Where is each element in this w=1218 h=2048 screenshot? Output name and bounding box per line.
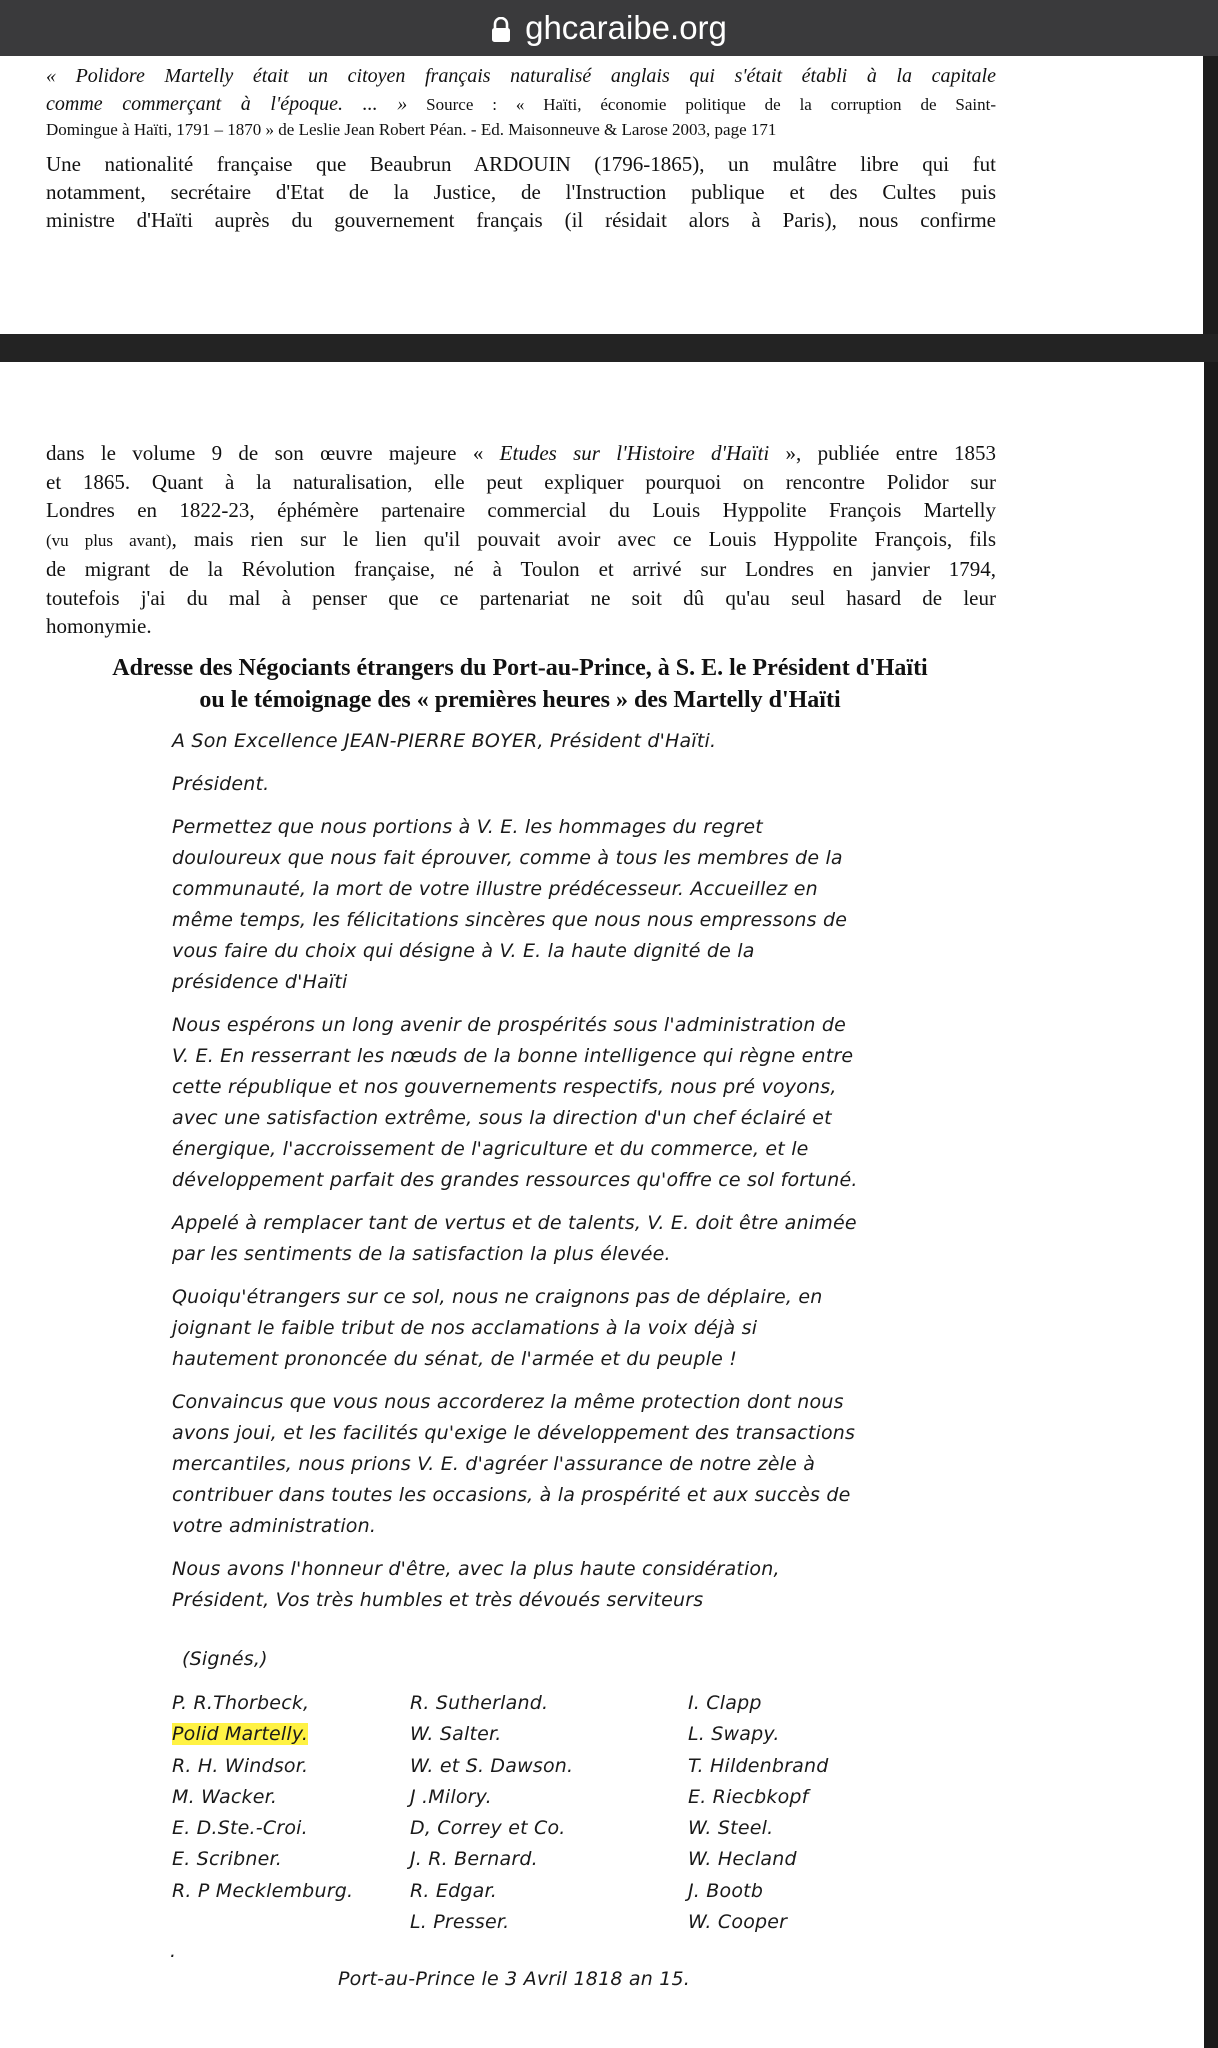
signatories-column	[688, 1688, 928, 1938]
letter-line: mercantiles, nous prions V. E. d'agréer l'assurance de notre zèle à	[172, 1453, 816, 1475]
paragraph-line: toutefois j'ai du mal à penser que ce partenariat ne soit dû qu'au seul hasard de leur	[46, 585, 996, 610]
letter-line: Président, Vos très humbles et très dévoués serviteurs	[172, 1589, 704, 1611]
signatory-name: J .Milory.	[410, 1785, 492, 1808]
letter-line: Nous avons l'honneur d'être, avec la plus haute considération,	[172, 1558, 780, 1580]
signatory-name: W. Steel.	[688, 1817, 774, 1840]
letter-salutation: A Son Excellence JEAN-PIERRE BOYER, Président d'Haïti.	[172, 730, 717, 752]
letter-paragraph	[172, 1208, 932, 1270]
signatory-name: E. Riecbkopf	[688, 1785, 809, 1808]
paragraph-line: ministre d'Haïti auprès du gouvernement français (il résidait alors à Paris), nous confirme	[46, 208, 996, 232]
page-separator	[0, 334, 1218, 362]
letter-line: joignant le faible tribut de nos acclamations à la voix déjà si	[172, 1317, 758, 1339]
letter-line: avec une satisfaction extrême, sous la direction d'un chef éclairé et	[172, 1107, 832, 1129]
letter-line: Appelé à remplacer tant de vertus et de talents, V. E. doit être animée	[172, 1212, 857, 1234]
paragraph-line: Londres en 1822-23, éphémère partenaire commercial du Louis Hyppolite François Martelly	[46, 498, 996, 522]
letter-line: développement parfait des grandes ressources qu'offre ce sol fortuné.	[172, 1169, 858, 1191]
letter-line: douloureux que nous fait éprouver, comme à tous les membres de la	[172, 847, 843, 869]
signatories-column	[172, 1688, 392, 1907]
signatory-name: W. Cooper	[688, 1911, 788, 1934]
letter-line: par les sentiments de la satisfaction la plus élevée.	[172, 1243, 671, 1265]
stray-dot: .	[170, 1940, 177, 1962]
signatory-name: R. P Mecklemburg.	[172, 1879, 354, 1902]
signatory-name: W. Salter.	[410, 1723, 502, 1746]
letter-closing	[172, 1554, 932, 1616]
signatory-name: R. H. Windsor.	[172, 1754, 309, 1777]
signed-label: (Signés,)	[182, 1648, 268, 1670]
letter-paragraph	[172, 1282, 932, 1375]
signatory-name: M. Wacker.	[172, 1785, 278, 1808]
letter-dateline: Port-au-Prince le 3 Avril 1818 an 15.	[338, 1968, 691, 1990]
lock-icon	[491, 13, 511, 39]
quote-line: comme commerçant à l'époque. ... » Source : « Haïti, économie politique de la corruption de Saint-	[46, 93, 996, 115]
letter-line: votre administration.	[172, 1515, 377, 1537]
paragraph-line: de migrant de la Révolution française, né à Toulon et arrivé sur Londres en janvier 1794,	[46, 557, 996, 581]
signatory-name: L. Presser.	[410, 1911, 510, 1934]
letter-line: même temps, les félicitations sincères que nous nous empressons de	[172, 909, 848, 931]
signatory-name: J. Bootb	[688, 1879, 764, 1902]
letter-line: avons joui, et les facilités qu'exige le développement des transactions	[172, 1422, 856, 1444]
signatory-name: D, Correy et Co.	[410, 1817, 566, 1840]
paragraph-line: dans le volume 9 de son œuvre majeure « Etudes sur l'Histoire d'Haïti », publiée entre 1853	[46, 441, 996, 465]
signatory-name: R. Edgar.	[410, 1879, 497, 1902]
signatory-name: E. Scribner.	[172, 1848, 282, 1871]
letter-line: cette république et nos gouvernements respectifs, nous pré voyons,	[172, 1076, 837, 1098]
letter-line: Convaincus que vous nous accorderez la même protection dont nous	[172, 1391, 844, 1413]
paragraph-line: Une nationalité française que Beaubrun ARDOUIN (1796-1865), un mulâtre libre qui fut	[46, 152, 996, 176]
signatory-name: P. R.Thorbeck,	[172, 1692, 310, 1714]
letter-paragraph	[172, 1387, 932, 1542]
signatory-name: L. Swapy.	[688, 1723, 780, 1746]
site-domain: ghcaraibe.org	[525, 9, 727, 46]
paragraph-line: notamment, secrétaire d'Etat de la Justice, de l'Instruction publique et des Cultes puis	[46, 180, 996, 204]
letter-line: Quoiqu'étrangers sur ce sol, nous ne craignons pas de déplaire, en	[172, 1286, 823, 1308]
paragraph-line: et 1865. Quant à la naturalisation, elle peut expliquer pourquoi on rencontre Polidor sur	[46, 469, 996, 494]
letter-line: hautement prononcée du sénat, de l'armée et du peuple !	[172, 1348, 738, 1370]
letter-line: Nous espérons un long avenir de prospérités sous l'administration de	[172, 1014, 846, 1036]
document-page-bottom	[0, 362, 1204, 2048]
letter-paragraph	[172, 812, 932, 998]
signatory-name: E. D.Ste.-Croi.	[172, 1817, 308, 1840]
letter-line: contribuer dans toutes les occasions, à la prospérité et aux succès de	[172, 1484, 851, 1506]
paragraph-line: homonymie.	[46, 614, 152, 638]
signatory-name: W. Hecland	[688, 1848, 797, 1871]
signatory-name: W. et S. Dawson.	[410, 1754, 574, 1777]
letter-president: Président.	[172, 773, 270, 795]
paragraph-line: (vu plus avant), mais rien sur le lien qu'il pouvait avoir avec ce Louis Hyppolite François, fils	[46, 526, 997, 551]
letter-line: présidence d'Haïti	[172, 971, 348, 993]
letter-line: Permettez que nous portions à V. E. les hommages du regret	[172, 816, 763, 838]
letter-line: vous faire du choix qui désigne à V. E. la haute dignité de la	[172, 940, 755, 962]
signatory-name: T. Hildenbrand	[688, 1754, 829, 1777]
quote-source: Domingue à Haïti, 1791 – 1870 » de Leslie Jean Robert Péan. - Ed. Maisonneuve & Larose 2003, page 171	[46, 120, 777, 139]
signatory-name-highlighted: Polid Martelly.	[172, 1723, 309, 1746]
signatory-name: R. Sutherland.	[410, 1692, 549, 1714]
page-edge	[1204, 362, 1218, 2048]
signatory-name: I. Clapp	[688, 1692, 762, 1714]
letter-line: communauté, la mort de votre illustre prédécesseur. Accueillez en	[172, 878, 818, 900]
letter-line: énergique, l'accroissement de l'agriculture et du commerce, et le	[172, 1138, 809, 1160]
letter-paragraph	[172, 1010, 932, 1196]
quote-line: « Polidore Martelly était un citoyen français naturalisé anglais qui s'était établi à la capitale	[46, 65, 996, 87]
signatory-name: J. R. Bernard.	[410, 1848, 538, 1871]
letter-line: V. E. En resserrant les nœuds de la bonne intelligence qui règne entre	[172, 1045, 854, 1067]
signatories-column	[410, 1688, 650, 1938]
browser-address-bar[interactable]	[0, 0, 1218, 56]
section-heading: Adresse des Négociants étrangers du Port-au-Prince, à S. E. le Président d'Haïti	[112, 655, 928, 681]
document-page-top	[0, 56, 1203, 334]
section-heading: ou le témoignage des « premières heures » des Martelly d'Haïti	[199, 687, 841, 713]
